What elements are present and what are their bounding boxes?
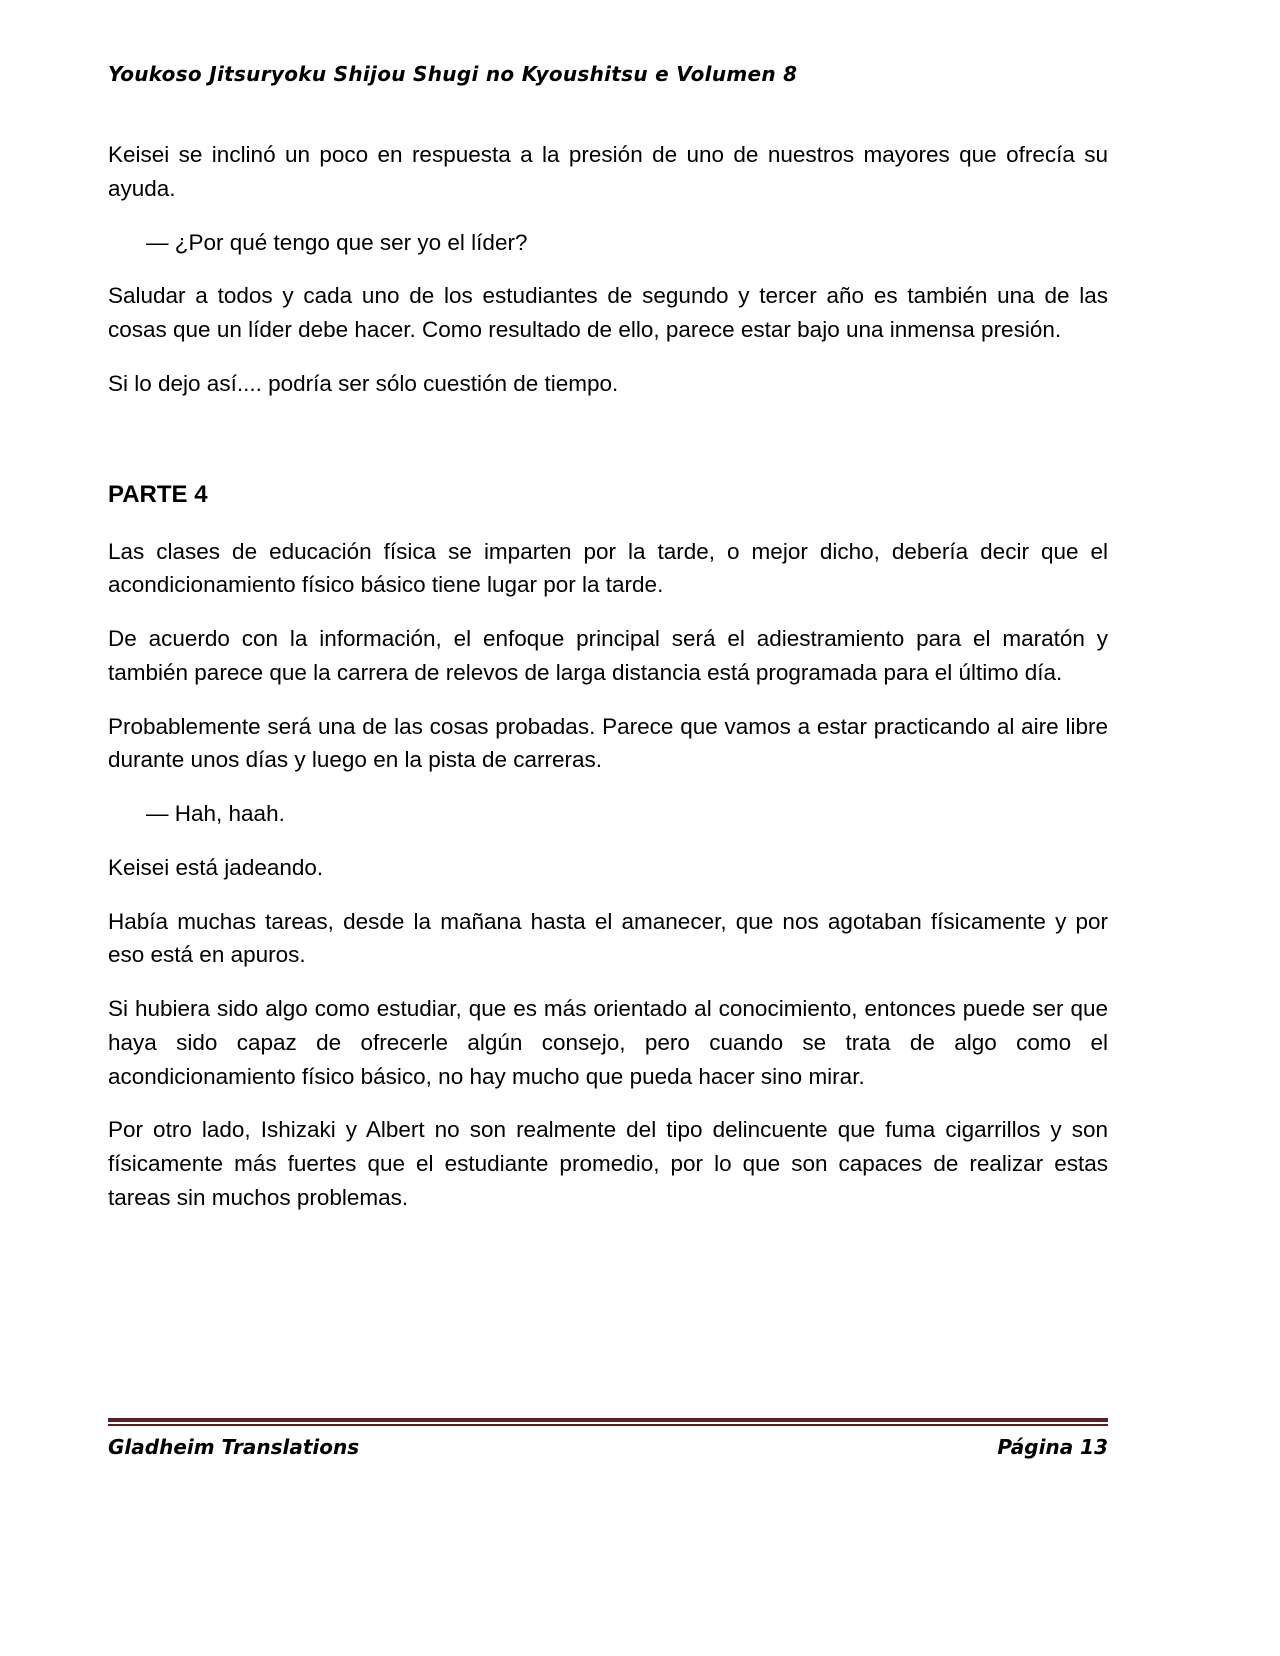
paragraph: De acuerdo con la información, el enfoque principal será el adiestramiento para el maratón y también parece que la carrera de relevos de larga distancia está programada para el último día.	[108, 626, 1108, 685]
dialogue-line: — Hah, haah.	[146, 801, 285, 826]
paragraph: Probablemente será una de las cosas probadas. Parece que vamos a estar practicando al aire libre durante unos días y luego en la pista de carreras.	[108, 713, 1108, 773]
footer-row	[108, 1435, 1108, 1459]
paragraph: Las clases de educación física se imparten por la tarde, o mejor dicho, debería decir que el acondicionamiento físico básico tiene lugar por la tarde.	[108, 538, 1108, 598]
section-heading: PARTE 4	[108, 480, 208, 508]
paragraph: Si lo dejo así.... podría ser sólo cuestión de tiempo.	[108, 370, 619, 396]
paragraph: Keisei se inclinó un poco en respuesta a la presión de uno de nuestros mayores que ofrecía su ayuda.	[108, 142, 1108, 201]
header-title: Youkoso Jitsuryoku Shijou Shugi no Kyoushitsu e Volumen 8	[108, 62, 798, 86]
paragraph: Por otro lado, Ishizaki y Albert no son realmente del tipo delincuente que fuma cigarrillos y son físicamente más fuertes que el estudiante promedio, por lo que son capaces de realizar estas tareas sin muchos problemas.	[108, 1117, 1108, 1210]
page-footer	[108, 1418, 1108, 1459]
footer-page-number: Página 13	[997, 1435, 1108, 1459]
page-header	[108, 62, 1108, 86]
paragraph: Keisei está jadeando.	[108, 854, 324, 880]
document-content	[108, 138, 1108, 1215]
paragraph: Había muchas tareas, desde la mañana hasta el amanecer, que nos agotaban físicamente y por eso está en apuros.	[108, 908, 1108, 968]
footer-rule	[108, 1418, 1108, 1426]
footer-translator-name: Gladheim Translations	[108, 1435, 360, 1459]
dialogue-line: — ¿Por qué tengo que ser yo el líder?	[146, 229, 528, 255]
paragraph: Saludar a todos y cada uno de los estudiantes de segundo y tercer año es también una de las cosas que un líder debe hacer. Como resultado de ello, parece estar bajo una inmensa presión.	[108, 283, 1108, 342]
paragraph: Si hubiera sido algo como estudiar, que es más orientado al conocimiento, entonces puede ser que haya sido capaz de ofrecerle algún consejo, pero cuando se trata de algo como el acondicionamiento físico básico, no hay mucho que pueda hacer sino mirar.	[108, 996, 1108, 1089]
